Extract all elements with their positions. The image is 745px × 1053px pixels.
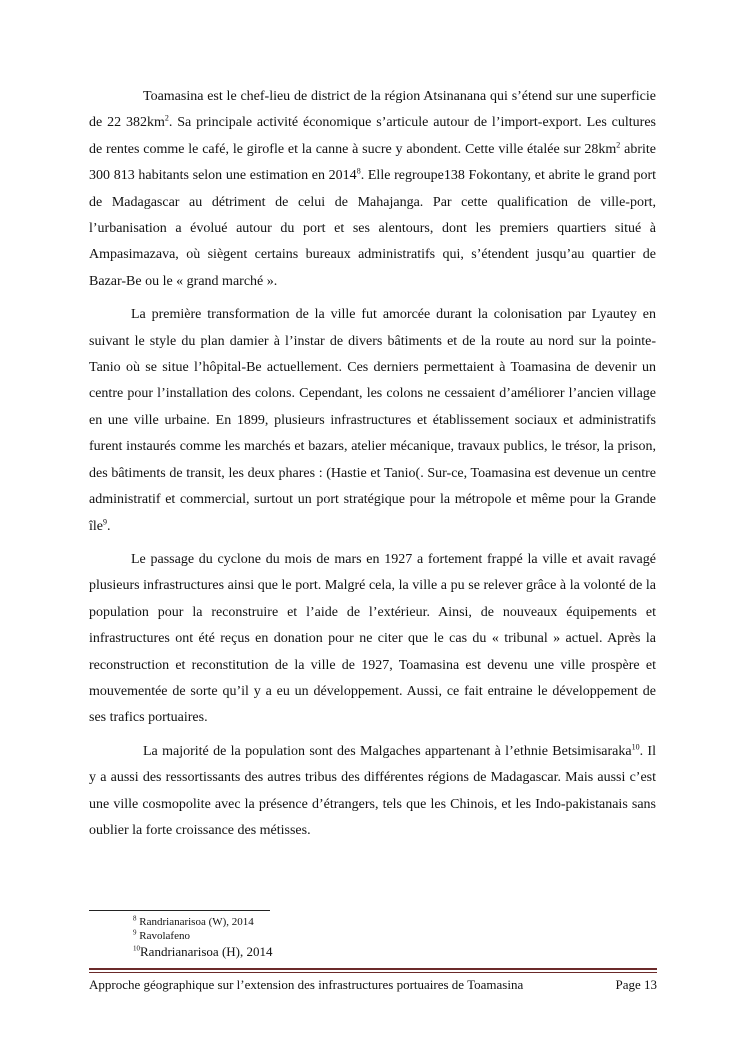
- paragraph-1: [89, 84, 656, 295]
- footnote-text: Randrianarisoa (H), 2014: [140, 944, 273, 959]
- footnotes: [133, 915, 273, 960]
- footnote-separator: [89, 910, 270, 911]
- paragraph-4: [89, 739, 656, 845]
- text-run: abrite 300 813 habitants selon une estimation en 2014: [89, 141, 656, 184]
- text-run: La première transformation de la ville fut amorcée durant la colonisation par Lyautey en suivant le style du plan damier à l’instar de divers bâtiments et de la route au nord sur la pointe-Tanio où se situe l’hôpital-Be actuellement. Ces derniers permettaient à Toamasina de devenir un centre pour l’installation des colons. Cependant, les colons ne cessaient d’améliorer l’ancien village en une ville urbaine. En 1899, plusieurs infrastructures et établissement sociaux et administratifs furent instaurés comme les marchés et bazars, atelier mécanique, travaux publics, le trésor, la prison, des bâtiments de transit, les deux phares : (Hastie et Tanio(. Sur-ce, Toamasina est devenue un centre administratif et commercial, surtout un port stratégique pour la métropole et même pour la Grande île: [89, 307, 656, 534]
- paragraph-2: [89, 302, 656, 540]
- footnote-number: 9: [133, 928, 137, 937]
- footnote-ref-10: 10: [631, 742, 640, 752]
- footer-rule: [89, 972, 657, 973]
- text-run: Le passage du cyclone du mois de mars en 1927 a fortement frappé la ville et avait ravagé plusieurs infrastructures ainsi que le port. Malgré cela, la ville a pu se relever grâce à la volonté de la population pour la reconstruire et l’aide de l’extérieur. Ainsi, de nouveaux équipements et infrastructures ont été reçus en donation pour ne citer que le cas du « tribunal » actuel. Après la reconstruction et reconstitution de la ville de 1927, Toamasina est devenu une ville prospère et mouvementée de sorte qu’il y a eu un développement. Aussi, ce fait entraine le développement de ses trafics portuaires.: [89, 551, 656, 726]
- footnote-text: Ravolafeno: [136, 930, 190, 942]
- text-run: Toamasina est le chef-lieu de district de la région Atsinanana qui s’étend sur une superficie de 22 382km: [89, 89, 656, 131]
- footer-title: Approche géographique sur l’extension des infrastructures portuaires de Toamasina: [89, 977, 524, 992]
- text-run: .: [107, 518, 111, 534]
- footnote-number: 10: [133, 944, 140, 953]
- superscript: 2: [616, 140, 621, 150]
- footer-rule: [89, 968, 657, 970]
- superscript: 2: [164, 113, 169, 123]
- paragraph-3: [89, 547, 656, 732]
- footnote-9: [133, 929, 273, 943]
- footnote-8: [133, 915, 273, 929]
- text-run: . Elle regroupe138 Fokontany, et abrite le grand port de Madagascar au détriment de celui de Mahajanga. Par cette qualification de ville-port, l’urbanisation a évolué autour du port et ses alentours, dont les premiers quartiers situé à Ampasimazava, où siègent certains bureaux administratifs qui, s’étendent jusqu’au quartier de Bazar-Be ou le « grand marché ».: [89, 168, 656, 289]
- footnote-ref-9: 9: [103, 516, 107, 526]
- footnote-number: 8: [133, 914, 137, 923]
- text-run: . Sa principale activité économique s’articule autour de l’import-export. Les cultures de rentes comme le café, le girofle et la canne à sucre y abondent. Cette ville étalée sur 28km: [89, 115, 657, 157]
- page-number: Page 13: [615, 977, 657, 992]
- text-run: . Il y a aussi des ressortissants des autres tribus des différentes régions de Madagascar. Mais aussi c’est une ville cosmopolite avec la présence d’étrangers, tels que les Chinois, et les Indo-pakistanais sans oublier la forte croissance des métisses.: [89, 743, 656, 838]
- footnote-ref-8: 8: [356, 166, 361, 176]
- footnote-10: [133, 943, 273, 960]
- footnote-text: Randrianarisoa (W), 2014: [136, 916, 254, 928]
- body-text: [89, 84, 656, 851]
- text-run: La majorité de la population sont des Malgaches appartenant à l’ethnie Betsimisaraka: [143, 743, 632, 759]
